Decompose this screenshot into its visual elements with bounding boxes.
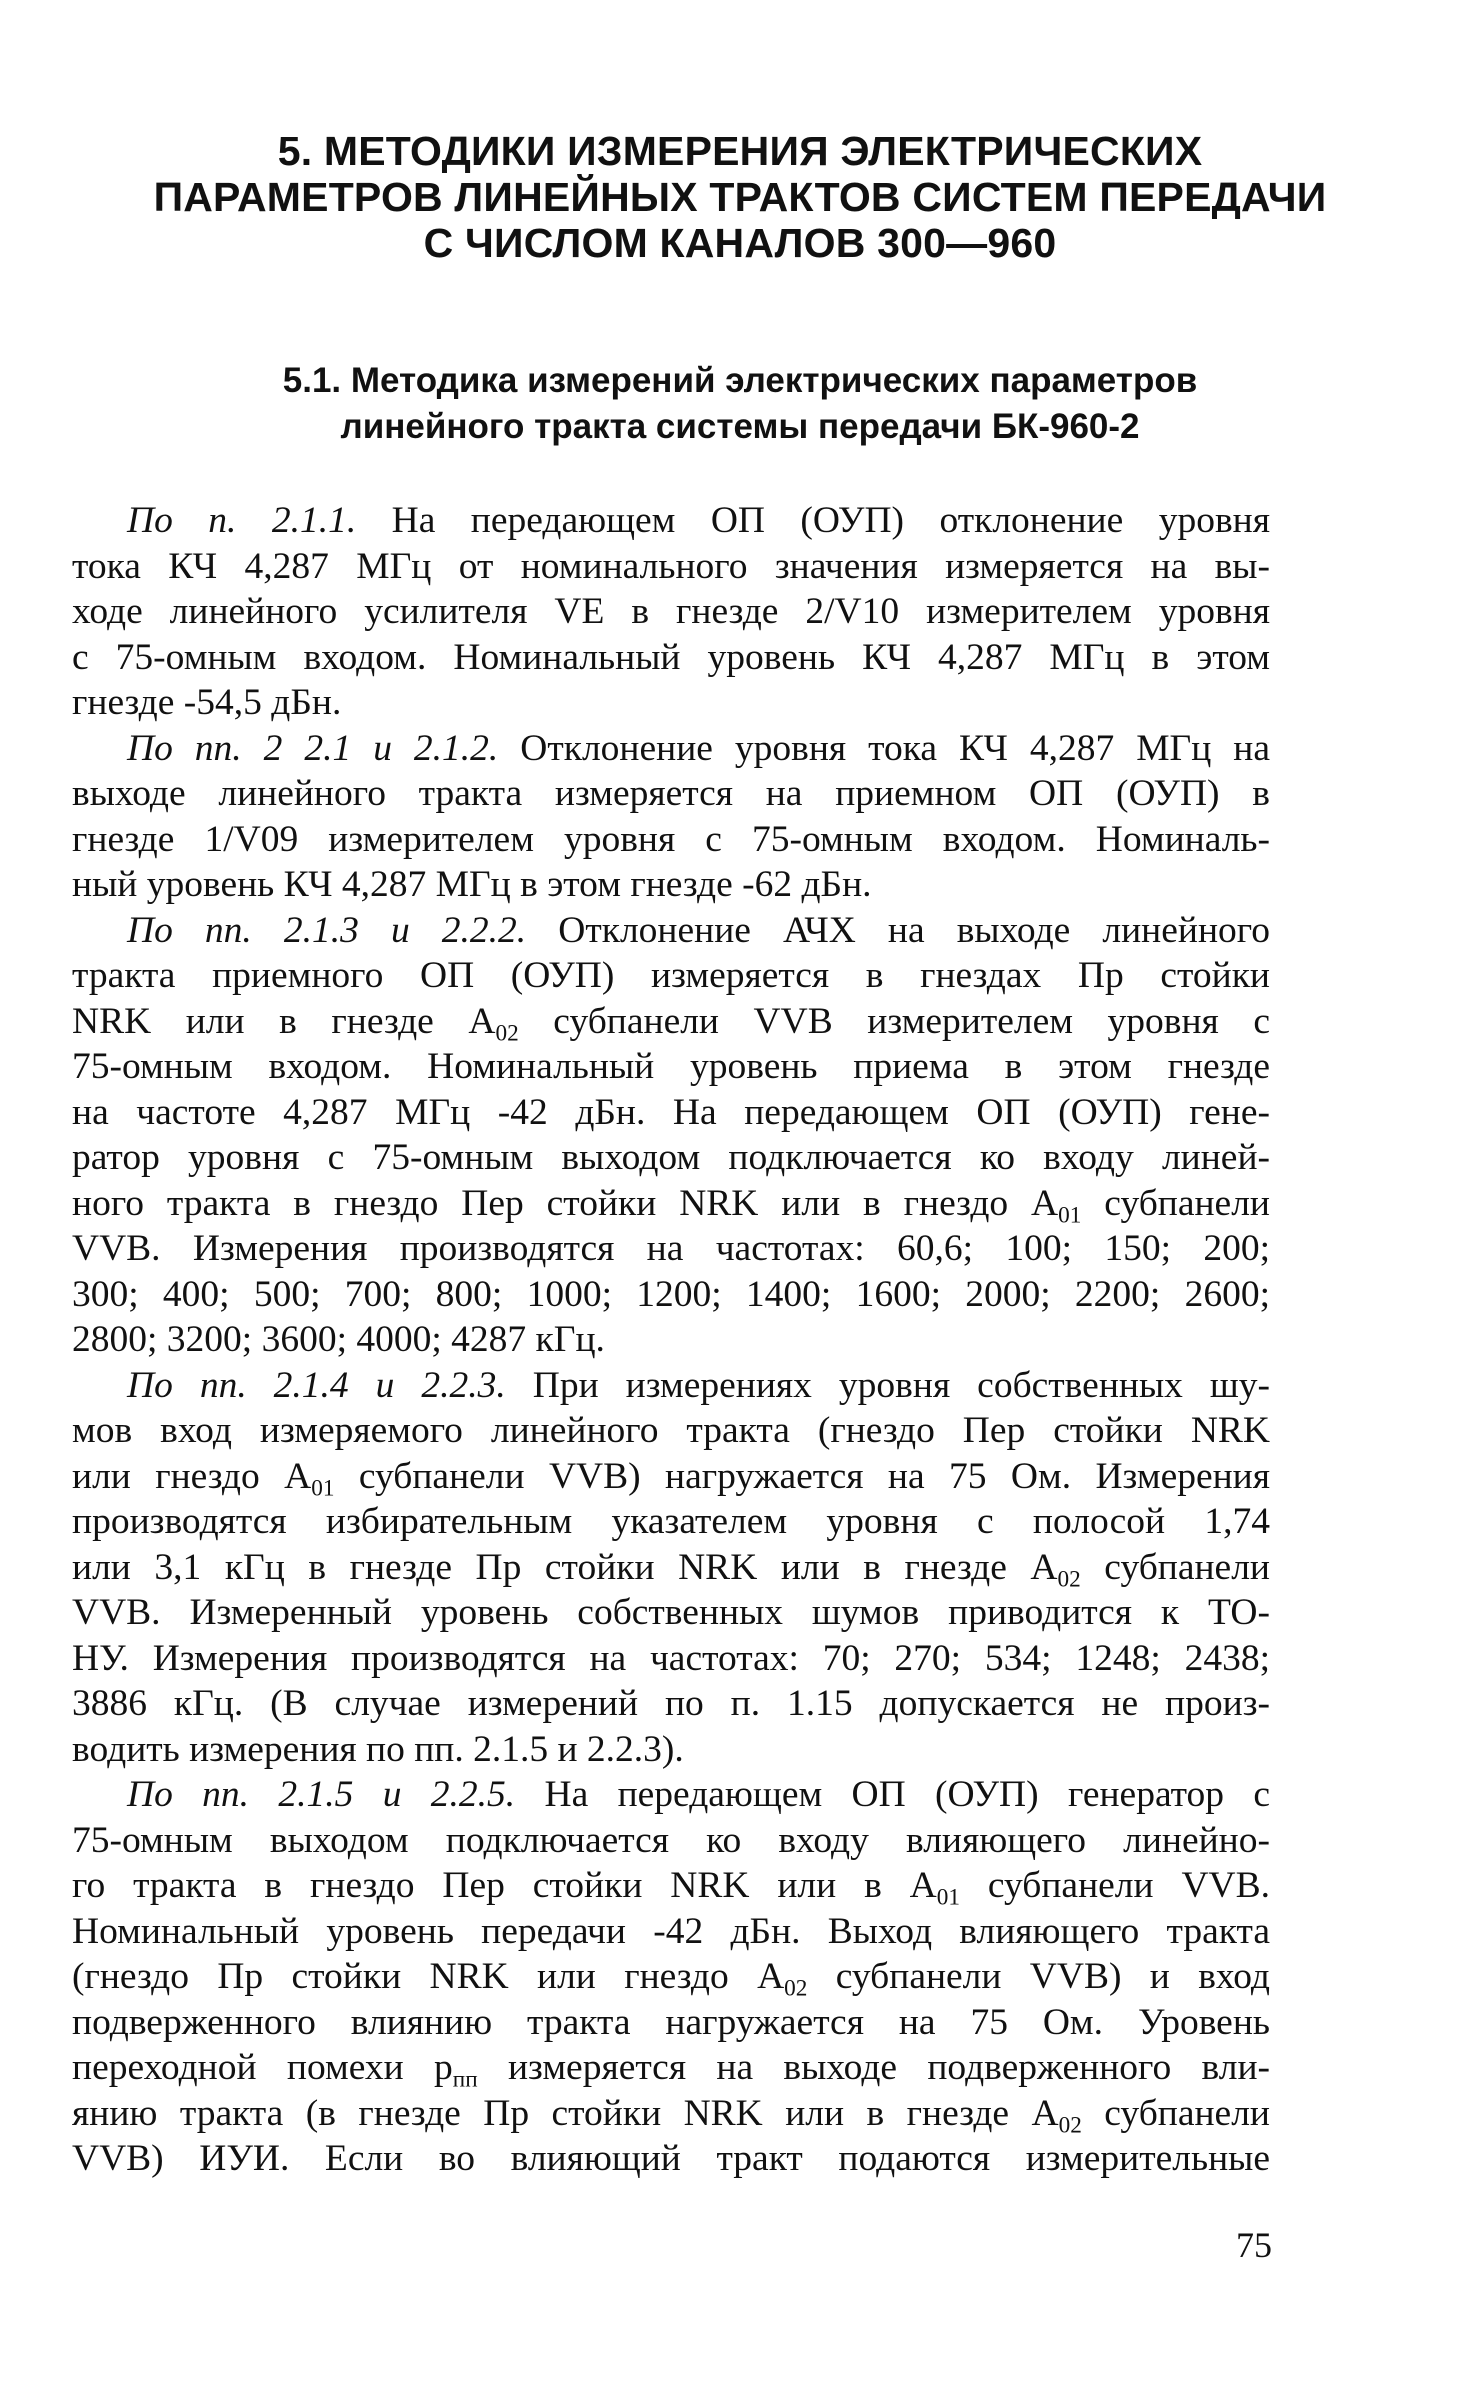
- text-line: или гнездо $A_{01}$ субпанели VVB) нагружается на 75 Ом. Измерения: [72, 1455, 1270, 1501]
- paragraph: [72, 1772, 1270, 2182]
- paragraph: [72, 726, 1270, 908]
- text-line: По пп. 2.1.4 и 2.2.3. При измерениях уровня собственных шу-: [127, 1364, 1270, 1406]
- text-line: ный уровень КЧ 4,287 МГц в этом гнезде -62 дБн.: [72, 864, 872, 905]
- text-line: ратор уровня с 75-омным выходом подключается ко входу линей-: [72, 1137, 1270, 1178]
- text-line: VVB. Измеренный уровень собственных шумов приводится к ТО-: [72, 1592, 1270, 1633]
- text-line: 75-омным выходом подключается ко входу влияющего линейно-: [72, 1819, 1270, 1861]
- text-line: 300; 400; 500; 700; 800; 1000; 1200; 1400; 1600; 2000; 2200; 2600;: [72, 1273, 1270, 1315]
- text-line: гнезде -54,5 дБн.: [72, 682, 342, 723]
- chapter-title: [60, 128, 1420, 266]
- text-line: гнезде 1/V09 измерителем уровня с 75-омным входом. Номиналь-: [72, 818, 1270, 860]
- chapter-title-line: С ЧИСЛОМ КАНАЛОВ 300—960: [423, 220, 1057, 266]
- text-line: НУ. Измерения производятся на частотах: 70; 270; 534; 1248; 2438;: [72, 1637, 1270, 1679]
- text-line: 3886 кГц. (В случае измерений по п. 1.15 допускается не произ-: [72, 1683, 1270, 1724]
- text-line: или 3,1 кГц в гнезде Пр стойки NRK или в гнезде $A_{02}$ субпанели: [72, 1546, 1270, 1592]
- text-line: янию тракта (в гнезде Пр стойки NRK или в гнезде $A_{02}$ субпанели: [72, 2092, 1270, 2138]
- text-line: По пп. 2.1.3 и 2.2.2. Отклонение АЧХ на выходе линейного: [127, 909, 1270, 951]
- text-line: ходе линейного усилителя VE в гнезде 2/V10 измерителем уровня: [72, 591, 1270, 632]
- body-text: [72, 498, 1270, 2182]
- section-title-line: 5.1. Методика измерений электрических параметров: [282, 361, 1198, 400]
- text-line: NRK или в гнезде $A_{02}$ субпанели VVB измерителем уровня с: [72, 1000, 1270, 1046]
- paragraph: [72, 1363, 1270, 1773]
- page-number: 75: [1236, 2225, 1272, 2265]
- text-line: По пп. 2 2.1 и 2.1.2. Отклонение уровня тока КЧ 4,287 МГц на: [127, 727, 1270, 769]
- text-line: производятся избирательным указателем уровня с полосой 1,74: [72, 1501, 1270, 1542]
- section-title: [60, 358, 1420, 450]
- text-line: По п. 2.1.1. На передающем ОП (ОУП) отклонение уровня: [127, 500, 1270, 541]
- clause-reference: По пп. 2.1.4 и 2.2.3.: [127, 1364, 506, 1406]
- chapter-title-line: 5. МЕТОДИКИ ИЗМЕРЕНИЯ ЭЛЕКТРИЧЕСКИХ: [277, 128, 1203, 174]
- paragraph: [72, 498, 1270, 726]
- text-line: го тракта в гнездо Пер стойки NRK или в $A_{01}$ субпанели VVB.: [72, 1865, 1270, 1911]
- text-line: 2800; 3200; 3600; 4000; 4287 кГц.: [72, 1319, 605, 1360]
- text-line: мов вход измеряемого линейного тракта (гнездо Пер стойки NRK: [72, 1410, 1270, 1451]
- text-line: Номинальный уровень передачи -42 дБн. Выход влияющего тракта: [72, 1910, 1270, 1952]
- clause-reference: По пп. 2.1.5 и 2.2.5.: [127, 1774, 516, 1815]
- text-line: VVB. Измерения производятся на частотах: 60,6; 100; 150; 200;: [72, 1228, 1270, 1269]
- text-line: тока КЧ 4,287 МГц от номинального значения измеряется на вы-: [72, 545, 1270, 587]
- text-line: на частоте 4,287 МГц -42 дБн. На передающем ОП (ОУП) гене-: [72, 1091, 1270, 1133]
- text-line: тракта приемного ОП (ОУП) измеряется в гнездах Пр стойки: [72, 955, 1270, 996]
- clause-reference: По пп. 2.1.3 и 2.2.2.: [127, 909, 527, 951]
- text-line: По пп. 2.1.5 и 2.2.5. На передающем ОП (ОУП) генератор с: [127, 1774, 1270, 1815]
- text-line: переходной помехи $p_{пп}$ измеряется на выходе подверженного вли-: [72, 2047, 1271, 2093]
- text-line: с 75-омным входом. Номинальный уровень КЧ 4,287 МГц в этом: [72, 636, 1270, 678]
- text-line: (гнездо Пр стойки NRK или гнездо $A_{02}$ субпанели VVB) и вход: [72, 1956, 1270, 2002]
- section-title-line: линейного тракта системы передачи БК-960-2: [340, 407, 1140, 446]
- text-line: водить измерения по пп. 2.1.5 и 2.2.3).: [72, 1728, 684, 1770]
- paragraph: [72, 908, 1270, 1363]
- text-line: подверженного влиянию тракта нагружается на 75 Ом. Уровень: [72, 2001, 1270, 2043]
- clause-reference: По п. 2.1.1.: [127, 500, 357, 541]
- clause-reference: По пп. 2 2.1 и 2.1.2.: [127, 727, 499, 769]
- text-line: VVB) ИУИ. Если во влияющий тракт подаются измерительные: [72, 2138, 1270, 2179]
- chapter-title-line: ПАРАМЕТРОВ ЛИНЕЙНЫХ ТРАКТОВ СИСТЕМ ПЕРЕДАЧИ: [153, 174, 1327, 220]
- text-line: выходе линейного тракта измеряется на приемном ОП (ОУП) в: [72, 773, 1270, 814]
- text-line: 75-омным входом. Номинальный уровень приема в этом гнезде: [72, 1046, 1270, 1087]
- text-line: ного тракта в гнездо Пер стойки NRK или в гнездо $A_{01}$ субпанели: [72, 1182, 1270, 1228]
